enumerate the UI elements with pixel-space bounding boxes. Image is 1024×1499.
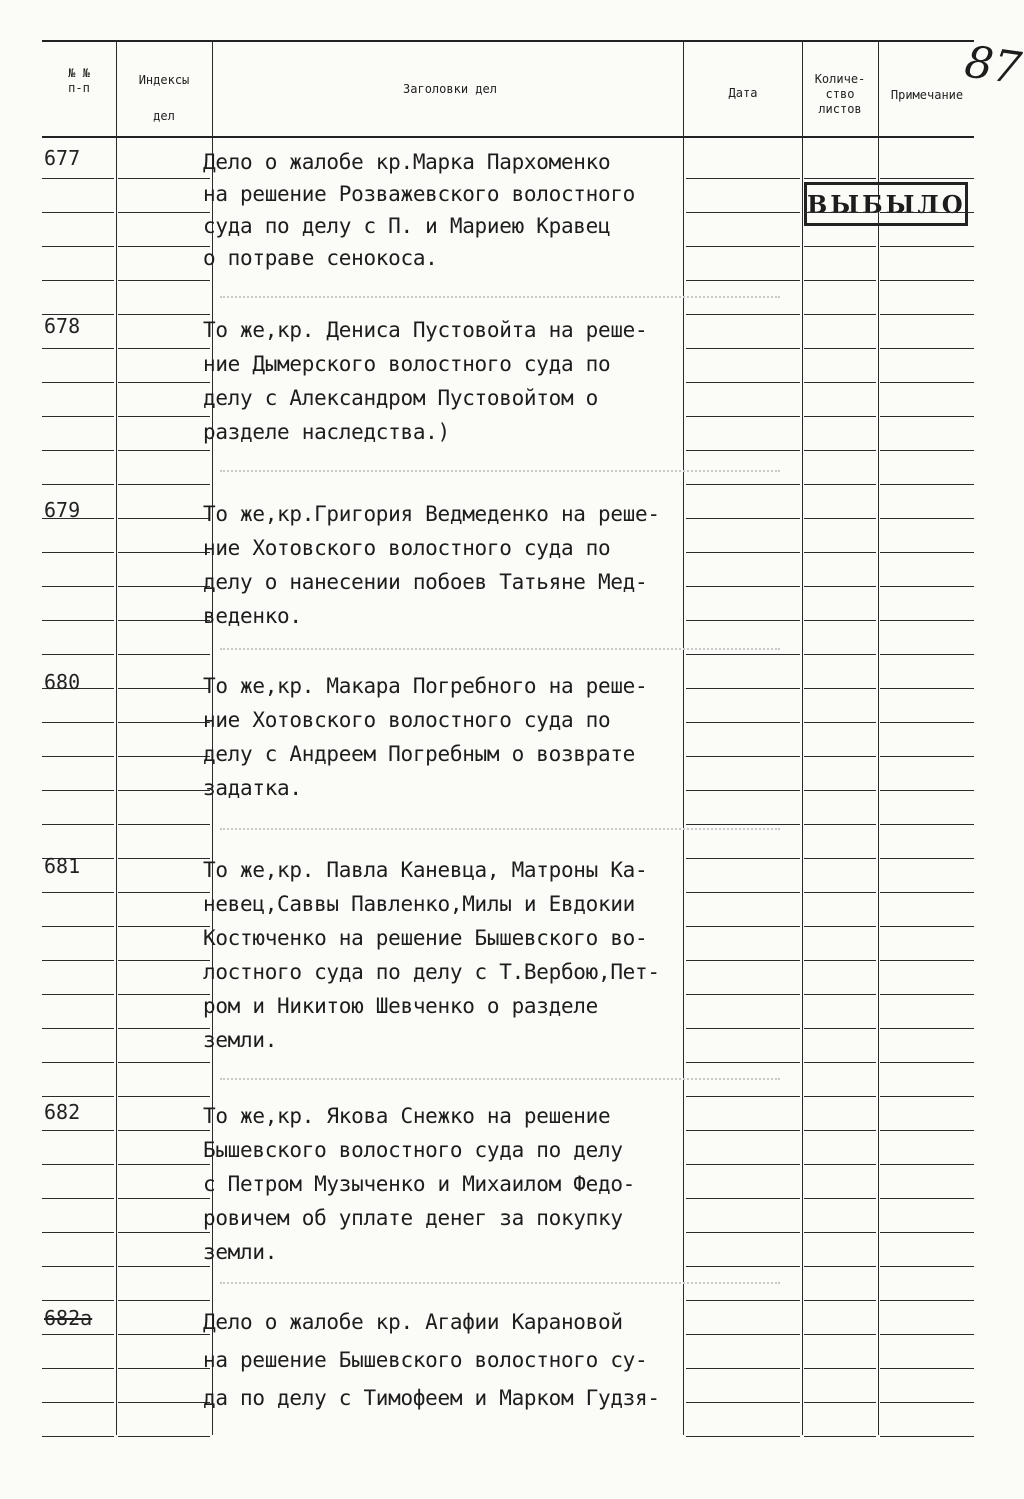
ruled-line (880, 1130, 974, 1131)
entry-title-line: ние Дымерского волостного суда по (203, 352, 611, 376)
ruled-line (686, 1164, 800, 1165)
ruled-line (804, 314, 876, 315)
entry-number: 682а (44, 1306, 93, 1330)
ruled-line (804, 688, 876, 689)
ruled-line (42, 892, 114, 893)
column-divider (683, 40, 684, 1435)
ruled-line (804, 1096, 876, 1097)
entry-title-line: невец,Саввы Павленко,Милы и Евдокии (203, 892, 636, 916)
entry-title-line: Бышевского волостного суда по делу (203, 1138, 623, 1162)
ruled-line (880, 416, 974, 417)
ruled-line (686, 246, 800, 247)
entry-title-line: То же,кр. Дениса Пустовойта на реше- (203, 318, 648, 342)
ruled-line (686, 586, 800, 587)
ruled-line (804, 552, 876, 553)
ruled-line (880, 790, 974, 791)
ruled-line (118, 722, 210, 723)
ruled-line (686, 1096, 800, 1097)
ruled-line (118, 450, 210, 451)
header-index: Индексы дел (138, 73, 190, 123)
ruled-line (880, 212, 974, 213)
ruled-line (686, 1436, 800, 1437)
ruled-line (804, 1232, 876, 1233)
ruled-line (118, 348, 210, 349)
ruled-line (880, 1232, 974, 1233)
entry-title-line: задатка. (203, 776, 302, 800)
withdrawn-stamp: ВЫБЫЛО (804, 182, 968, 226)
ruled-line (804, 722, 876, 723)
ruled-line (686, 1334, 800, 1335)
ruled-line (118, 178, 210, 179)
ruled-line (880, 1402, 974, 1403)
entry-title-line: То же,кр. Макара Погребного на реше- (203, 674, 648, 698)
ruled-line (42, 348, 114, 349)
entry-title-line: на решение Бышевского волостного су- (203, 1348, 648, 1372)
ruled-line (42, 1096, 114, 1097)
entry-title-line: То же,кр.Григория Ведмеденко на реше- (203, 502, 660, 526)
ruled-line (686, 1368, 800, 1369)
ruled-line (118, 756, 210, 757)
ruled-line (804, 1402, 876, 1403)
ruled-line (42, 1402, 114, 1403)
ruled-line (804, 246, 876, 247)
ruled-line (686, 382, 800, 383)
entry-title-line: веденко. (203, 604, 302, 628)
ruled-line (686, 348, 800, 349)
ruled-line (42, 1028, 114, 1029)
ruled-line (804, 1436, 876, 1437)
ruled-line (804, 1198, 876, 1199)
ruled-line (804, 858, 876, 859)
entry-number: 681 (44, 854, 81, 878)
entry-title-line: Дело о жалобе кр. Агафии Карановой (203, 1310, 623, 1334)
ruled-line (686, 450, 800, 451)
ruled-line (686, 892, 800, 893)
ruled-line (686, 484, 800, 485)
entry-title-line: ром и Никитою Шевченко о разделе (203, 994, 598, 1018)
column-divider (878, 40, 879, 1435)
ruled-line (804, 1266, 876, 1267)
ruled-line (686, 314, 800, 315)
ruled-line (42, 722, 114, 723)
ruled-line (804, 416, 876, 417)
ruled-line (686, 212, 800, 213)
ruled-line (686, 994, 800, 995)
ruled-line (686, 1062, 800, 1063)
ruled-line (686, 824, 800, 825)
ruled-line (880, 586, 974, 587)
ruled-line (42, 620, 114, 621)
ruled-line (42, 1198, 114, 1199)
ruled-line (42, 416, 114, 417)
entry-title-line: суда по делу с П. и Мариею Кравец (203, 214, 611, 238)
ruled-line (118, 416, 210, 417)
entry-title-line: Дело о жалобе кр.Марка Пархоменко (203, 150, 611, 174)
ruled-line (42, 1130, 114, 1131)
entry-title-line: ние Хотовского волостного суда по (203, 708, 611, 732)
ruled-line (118, 858, 210, 859)
ruled-line (804, 280, 876, 281)
column-divider (116, 40, 117, 1435)
ruled-line (118, 790, 210, 791)
entry-title-line: земли. (203, 1028, 278, 1052)
ruled-line (686, 756, 800, 757)
ruled-line (880, 484, 974, 485)
entry-title-line: ние Хотовского волостного суда по (203, 536, 611, 560)
ruled-line (880, 178, 974, 179)
ruled-line (880, 280, 974, 281)
ruled-line (686, 552, 800, 553)
column-divider (802, 40, 803, 1435)
page-number: 87 (961, 36, 1024, 95)
ruled-line (686, 790, 800, 791)
ruled-line (880, 892, 974, 893)
ruled-line (118, 1232, 210, 1233)
ruled-line (118, 1130, 210, 1131)
ruled-line (880, 1096, 974, 1097)
ruled-line (42, 1368, 114, 1369)
ruled-line (118, 1402, 210, 1403)
ruled-line (880, 1266, 974, 1267)
ruled-line (804, 450, 876, 451)
ruled-line (118, 1266, 210, 1267)
ruled-line (804, 518, 876, 519)
ruled-line (118, 382, 210, 383)
ruled-line (804, 348, 876, 349)
ruled-line (804, 1300, 876, 1301)
entry-title-line: ровичем об уплате денег за покупку (203, 1206, 623, 1230)
ruled-line (118, 1300, 210, 1301)
ruled-line (118, 212, 210, 213)
ruled-line (118, 892, 210, 893)
ruled-line (880, 926, 974, 927)
ruled-line (804, 620, 876, 621)
entry-title-line: да по делу с Тимофеем и Марком Гудзя- (203, 1386, 660, 1410)
ruled-line (804, 484, 876, 485)
entry-title-line: делу с Андреем Погребным о возврате (203, 742, 636, 766)
ruled-line (880, 994, 974, 995)
ruled-line (42, 1232, 114, 1233)
entry-title-line: То же,кр. Якова Снежко на решение (203, 1104, 611, 1128)
ruled-line (686, 518, 800, 519)
ruled-line (880, 1300, 974, 1301)
ruled-line (118, 246, 210, 247)
entry-title-line: Костюченко на решение Бышевского во- (203, 926, 648, 950)
ruled-line (686, 1130, 800, 1131)
ruled-line (804, 1062, 876, 1063)
ruled-line (118, 1062, 210, 1063)
ruled-line (880, 382, 974, 383)
faded-line (220, 1078, 780, 1080)
entry-number: 677 (44, 146, 81, 170)
ruled-line (686, 1402, 800, 1403)
faded-line (220, 1282, 780, 1284)
ruled-line (686, 1198, 800, 1199)
ruled-line (686, 280, 800, 281)
header-bottom-border (42, 136, 974, 138)
ruled-line (804, 382, 876, 383)
ruled-line (880, 1062, 974, 1063)
ruled-line (686, 1266, 800, 1267)
ruled-line (880, 722, 974, 723)
ruled-line (118, 620, 210, 621)
ruled-line (686, 960, 800, 961)
entry-title-line: о потраве сенокоса. (203, 246, 438, 270)
ruled-line (42, 654, 114, 655)
faded-line (220, 470, 780, 472)
ruled-line (880, 450, 974, 451)
header-title: Заголовки дел (403, 82, 497, 96)
ruled-line (42, 178, 114, 179)
ruled-line (804, 994, 876, 995)
ruled-line (118, 552, 210, 553)
ruled-line (118, 314, 210, 315)
entry-title-line: разделе наследства.) (203, 420, 450, 444)
header-sheet-count: Количе- ство листов (814, 72, 866, 116)
ruled-line (118, 926, 210, 927)
ruled-line (42, 1436, 114, 1437)
ruled-line (42, 1266, 114, 1267)
ruled-line (118, 1096, 210, 1097)
ruled-line (804, 178, 876, 179)
ruled-line (804, 1334, 876, 1335)
ruled-line (880, 1198, 974, 1199)
ruled-line (804, 1368, 876, 1369)
ruled-line (880, 824, 974, 825)
ruled-line (42, 1062, 114, 1063)
ruled-line (42, 1164, 114, 1165)
ruled-line (118, 824, 210, 825)
ruled-line (42, 586, 114, 587)
ruled-line (686, 926, 800, 927)
entry-title-line: с Петром Музыченко и Михаилом Федо- (203, 1172, 636, 1196)
faded-line (220, 828, 780, 830)
ruled-line (42, 450, 114, 451)
ruled-line (42, 484, 114, 485)
ruled-line (804, 926, 876, 927)
ruled-line (880, 348, 974, 349)
ruled-line (880, 1368, 974, 1369)
ruled-line (880, 960, 974, 961)
ruled-line (880, 314, 974, 315)
ruled-line (118, 280, 210, 281)
entry-title-line: земли. (203, 1240, 278, 1264)
ruled-line (42, 382, 114, 383)
entry-title-line: на решение Розважевского волостного (203, 182, 636, 206)
ruled-line (804, 892, 876, 893)
ruled-line (686, 654, 800, 655)
ruled-line (880, 1334, 974, 1335)
ruled-line (880, 688, 974, 689)
faded-line (220, 648, 780, 650)
ruled-line (804, 1130, 876, 1131)
ruled-line (42, 994, 114, 995)
ruled-line (804, 654, 876, 655)
ruled-line (118, 1028, 210, 1029)
ruled-line (686, 688, 800, 689)
ruled-line (42, 1334, 114, 1335)
ruled-line (804, 824, 876, 825)
ruled-line (118, 484, 210, 485)
ruled-line (118, 586, 210, 587)
ruled-line (42, 246, 114, 247)
ruled-line (880, 1028, 974, 1029)
ruled-line (686, 858, 800, 859)
ruled-line (42, 926, 114, 927)
ruled-line (42, 790, 114, 791)
ruled-line (42, 212, 114, 213)
ruled-line (118, 1334, 210, 1335)
ruled-line (118, 654, 210, 655)
entry-title-line: лостного суда по делу с Т.Вербою,Пет- (203, 960, 660, 984)
ruled-line (880, 518, 974, 519)
entry-title-line: То же,кр. Павла Каневца, Матроны Ка- (203, 858, 648, 882)
ruled-line (42, 552, 114, 553)
ruled-line (804, 212, 876, 213)
ruled-line (686, 1300, 800, 1301)
entry-number: 678 (44, 314, 81, 338)
ruled-line (880, 552, 974, 553)
ruled-line (804, 960, 876, 961)
ruled-line (118, 1198, 210, 1199)
ruled-line (880, 620, 974, 621)
ruled-line (686, 620, 800, 621)
ruled-line (880, 246, 974, 247)
ruled-line (686, 722, 800, 723)
table-top-border (42, 40, 974, 42)
ruled-line (686, 178, 800, 179)
entry-number: 680 (44, 670, 81, 694)
ruled-line (686, 1028, 800, 1029)
ruled-line (118, 994, 210, 995)
ruled-line (880, 756, 974, 757)
ruled-line (880, 654, 974, 655)
ruled-line (42, 1300, 114, 1301)
ruled-line (118, 1368, 210, 1369)
header-number: № № п-п (68, 66, 90, 95)
ruled-line (42, 824, 114, 825)
header-date: Дата (728, 86, 758, 100)
entry-title-line: делу о нанесении побоев Татьяне Мед- (203, 570, 648, 594)
ruled-line (686, 1232, 800, 1233)
ruled-line (880, 858, 974, 859)
ruled-line (42, 960, 114, 961)
ruled-line (118, 1164, 210, 1165)
ruled-line (42, 280, 114, 281)
ruled-line (118, 688, 210, 689)
faded-line (220, 296, 780, 298)
ruled-line (804, 756, 876, 757)
ruled-line (804, 1028, 876, 1029)
entry-title-line: делу с Александром Пустовойтом о (203, 386, 598, 410)
ruled-line (880, 1164, 974, 1165)
ruled-line (118, 960, 210, 961)
ruled-line (118, 518, 210, 519)
header-note: Примечание (890, 88, 964, 102)
ruled-line (42, 756, 114, 757)
ruled-line (804, 1164, 876, 1165)
ruled-line (804, 790, 876, 791)
ruled-line (118, 1436, 210, 1437)
ruled-line (686, 416, 800, 417)
entry-number: 679 (44, 498, 81, 522)
ruled-line (880, 1436, 974, 1437)
entry-number: 682 (44, 1100, 81, 1124)
ruled-line (804, 586, 876, 587)
